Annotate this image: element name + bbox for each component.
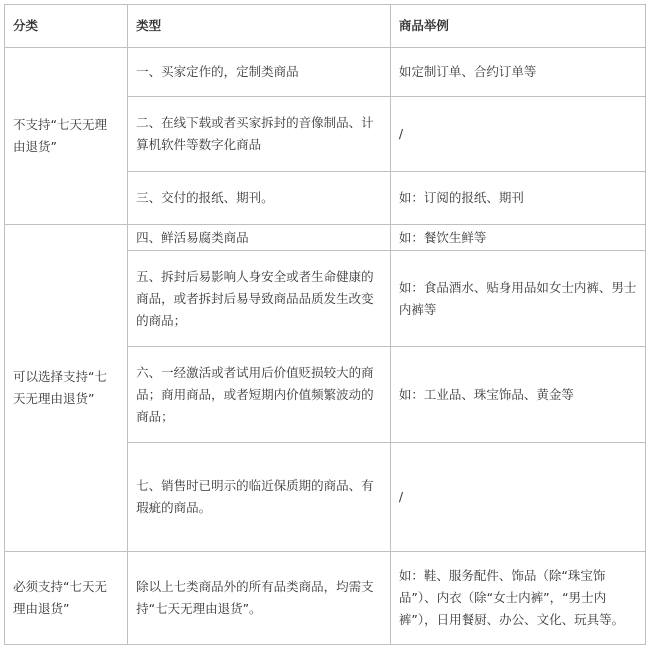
category-cell: 可以选择支持“七天无理由退货” bbox=[5, 225, 128, 552]
type-cell: 一、买家定作的，定制类商品 bbox=[128, 48, 391, 97]
example-cell: / bbox=[390, 97, 645, 172]
example-cell: 如：工业品、珠宝饰品、黄金等 bbox=[390, 347, 645, 443]
return-policy-table bbox=[4, 4, 646, 645]
type-cell: 七、销售时已明示的临近保质期的商品、有瑕疵的商品。 bbox=[128, 443, 391, 552]
type-cell: 二、在线下载或者买家拆封的音像制品、计算机软件等数字化商品 bbox=[128, 97, 391, 172]
example-cell: / bbox=[390, 443, 645, 552]
example-cell: 如：订阅的报纸、期刊 bbox=[390, 172, 645, 225]
type-cell: 六、一经激活或者试用后价值贬损较大的商品；商用商品，或者短期内价值频繁波动的商品； bbox=[128, 347, 391, 443]
header-row bbox=[5, 5, 646, 48]
table-row bbox=[5, 552, 646, 645]
type-cell: 五、拆封后易影响人身安全或者生命健康的商品，或者拆封后易导致商品品质发生改变的商品； bbox=[128, 251, 391, 347]
example-cell: 如：餐饮生鲜等 bbox=[390, 225, 645, 251]
header-example: 商品举例 bbox=[390, 5, 645, 48]
example-cell: 如：食品酒水、贴身用品如女士内裤、男士内裤等 bbox=[390, 251, 645, 347]
header-category: 分类 bbox=[5, 5, 128, 48]
example-cell: 如定制订单、合约订单等 bbox=[390, 48, 645, 97]
header-type: 类型 bbox=[128, 5, 391, 48]
example-cell: 如：鞋、服务配件、饰品（除“珠宝饰品”）、内衣（除“女士内裤”，“男士内裤”），日用餐厨、办公、文化、玩具等。 bbox=[390, 552, 645, 645]
category-cell: 不支持“七天无理由退货” bbox=[5, 48, 128, 225]
type-cell: 三、交付的报纸、期刊。 bbox=[128, 172, 391, 225]
table-row bbox=[5, 225, 646, 251]
category-cell: 必须支持“七天无理由退货” bbox=[5, 552, 128, 645]
type-cell: 四、鲜活易腐类商品 bbox=[128, 225, 391, 251]
type-cell: 除以上七类商品外的所有品类商品，均需支持“七天无理由退货”。 bbox=[128, 552, 391, 645]
table-row bbox=[5, 48, 646, 97]
